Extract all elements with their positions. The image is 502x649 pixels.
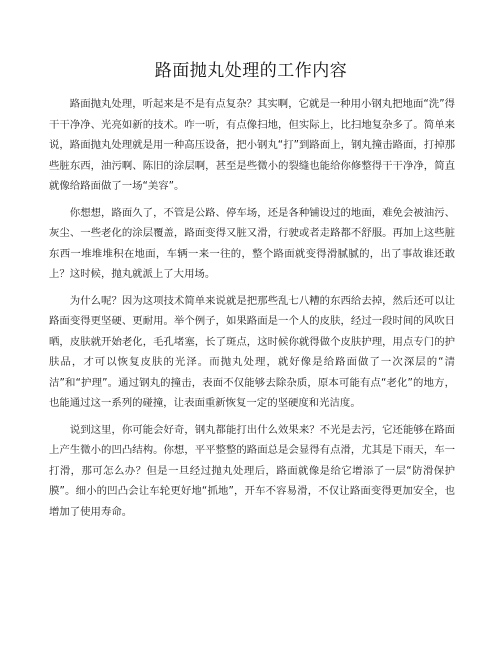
- paragraph-4: 说到这里，你可能会好奇，钢丸都能打出什么效果来？不光是去污，它还能够在路面上产生微小的凹凸结构。你想，平平整整的路面总是会显得有点滑，尤其是下雨天，车一打滑，那可怎么办？但是一旦经过抛丸处理后，路面就像是给它增添了一层“防滑保护膜”。细小的凹凸会让车轮更好地“抓地”，开车不容易滑，不仅让路面变得更加安全，也增加了使用寿命。: [49, 423, 455, 518]
- paragraph-1: 路面抛丸处理，听起来是不是有点复杂？其实啊，它就是一种用小钢丸把地面“洗”得干干净净、光亮如新的技术。咋一听，有点像扫地，但实际上，比扫地复杂多了。简单来说，路面抛丸处理就是用一种高压设备，把小钢丸“打”到路面上，钢丸撞击路面，打掉那些脏东西，油污啊、陈旧的涂层啊，甚至是些微小的裂缝也能给你修整得干干净净，简直就像给路面做了一场“美容”。: [49, 98, 455, 192]
- document-title: 路面抛丸处理的工作内容: [154, 61, 348, 81]
- document-body: [49, 94, 455, 528]
- paragraph-2: 你想想，路面久了，不管是公路、停车场，还是各种铺设过的地面，难免会被油污、灰尘、一些老化的涂层覆盖，路面变得又脏又滑，行驶或者走路都不舒服。再加上这些脏东西一堆堆堆积在地面，车辆一来一往的，整个路面就变得滑腻腻的，出了事故谁还敢上？这时候，抛丸就派上了大用场。: [49, 206, 455, 280]
- paragraph-3: 为什么呢？因为这项技术简单来说就是把那些乱七八糟的东西给去掉，然后还可以让路面变得更坚硬、更耐用。举个例子，如果路面是一个人的皮肤，经过一段时间的风吹日晒，皮肤就开始老化，毛孔堵塞，长了斑点，这时候你就得做个皮肤护理，用点专门的护肤品，才可以恢复皮肤的光泽。而抛丸处理，就好像是给路面做了一次深层的“清洁”和“护理”。通过钢丸的撞击，表面不仅能够去除杂质，原本可能有点“老化”的地方，也能通过这一系列的碰撞，让表面重新恢复一定的坚硬度和光洁度。: [49, 294, 455, 409]
